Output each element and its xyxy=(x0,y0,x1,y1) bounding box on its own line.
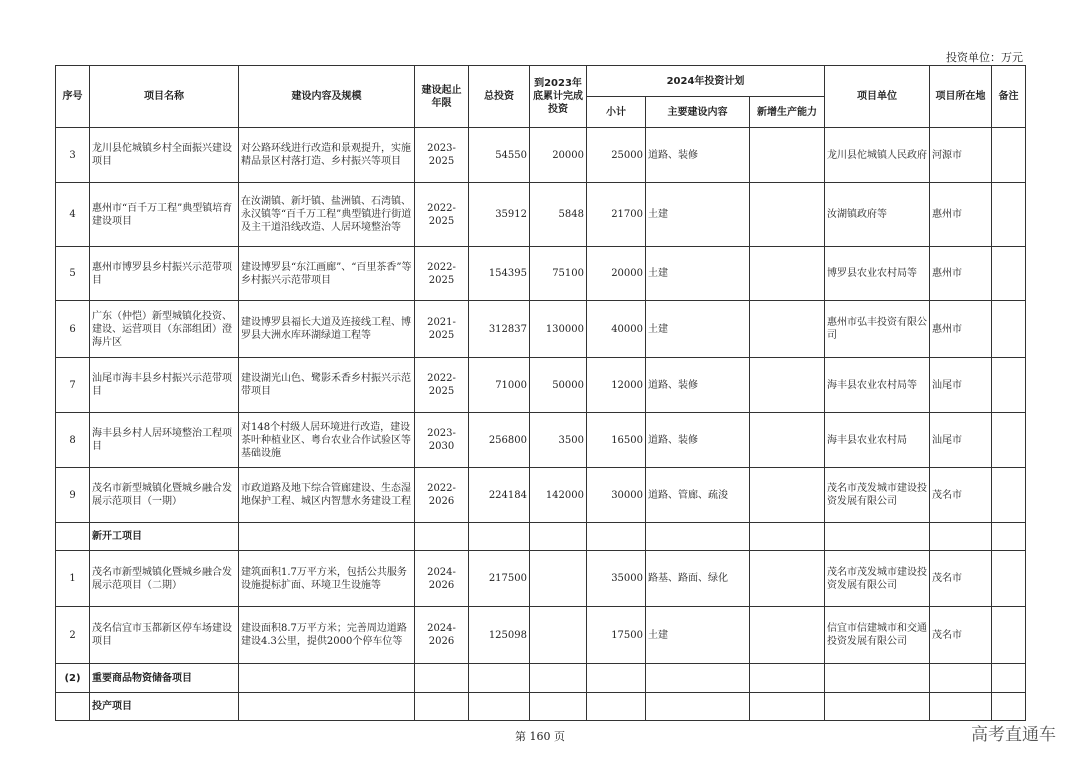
cell-done: 75100 xyxy=(530,247,587,301)
header-subtotal: 小计 xyxy=(587,97,646,128)
watermark: 高考直通车 xyxy=(971,725,1056,745)
cell-remark xyxy=(992,358,1026,413)
cell-main: 土建 xyxy=(646,247,750,301)
cell-period: 2024-2026 xyxy=(415,607,469,664)
cell-main: 土建 xyxy=(646,607,750,664)
section-title-new: 新开工项目 xyxy=(90,523,239,551)
cell-subtotal: 25000 xyxy=(587,128,646,183)
cell-remark xyxy=(992,607,1026,664)
cell-total: 35912 xyxy=(469,183,530,247)
unit-note: 投资单位：万元 xyxy=(946,51,1023,64)
cell-seq: 9 xyxy=(56,468,90,523)
cell-content: 建筑面积1.7万平方米，包括公共服务设施提标扩面、环境卫生设施等 xyxy=(239,551,415,607)
cell-period: 2024-2026 xyxy=(415,551,469,607)
cell-total: 54550 xyxy=(469,128,530,183)
cell-remark xyxy=(992,551,1026,607)
cell-total: 217500 xyxy=(469,551,530,607)
cell-subtotal: 40000 xyxy=(587,301,646,358)
cell-location: 惠州市 xyxy=(930,183,992,247)
cell-content: 建设湖光山色、鹭影禾香乡村振兴示范带项目 xyxy=(239,358,415,413)
cell-done: 20000 xyxy=(530,128,587,183)
cell-period: 2022-2025 xyxy=(415,358,469,413)
header-period: 建设起止年限 xyxy=(415,66,469,128)
cell-capacity xyxy=(750,247,825,301)
cell-capacity xyxy=(750,358,825,413)
cell-unit: 茂名市茂发城市建设投资发展有限公司 xyxy=(825,551,930,607)
header-total: 总投资 xyxy=(469,66,530,128)
cell-location: 惠州市 xyxy=(930,301,992,358)
table-row xyxy=(56,183,1026,247)
cell-main: 道路、装修 xyxy=(646,358,750,413)
cell-seq: 8 xyxy=(56,413,90,468)
cell-seq: 4 xyxy=(56,183,90,247)
cell-done xyxy=(530,607,587,664)
cell-remark xyxy=(992,247,1026,301)
cell-location: 河源市 xyxy=(930,128,992,183)
header-location: 项目所在地 xyxy=(930,66,992,128)
cell-capacity xyxy=(750,551,825,607)
cell-capacity xyxy=(750,301,825,358)
section-row-3 xyxy=(56,693,1026,721)
cell-unit: 汝湖镇政府等 xyxy=(825,183,930,247)
cell-unit: 龙川县佗城镇人民政府 xyxy=(825,128,930,183)
cell-capacity xyxy=(750,468,825,523)
cell-subtotal: 20000 xyxy=(587,247,646,301)
cell-main: 道路、管廊、疏浚 xyxy=(646,468,750,523)
cell-content: 建设博罗县“东江画廊”、“百里茶香”等乡村振兴示范带项目 xyxy=(239,247,415,301)
cell-remark xyxy=(992,301,1026,358)
cell-seq: 2 xyxy=(56,607,90,664)
cell-period: 2023-2030 xyxy=(415,413,469,468)
cell-name: 惠州市“百千万工程”典型镇培育建设项目 xyxy=(90,183,239,247)
cell-unit: 茂名市茂发城市建设投资发展有限公司 xyxy=(825,468,930,523)
cell-done xyxy=(530,551,587,607)
cell-location: 汕尾市 xyxy=(930,358,992,413)
cell-seq: 3 xyxy=(56,128,90,183)
cell-subtotal: 35000 xyxy=(587,551,646,607)
cell-seq: 5 xyxy=(56,247,90,301)
cell-location: 汕尾市 xyxy=(930,413,992,468)
cell-name: 汕尾市海丰县乡村振兴示范带项目 xyxy=(90,358,239,413)
section-seq: (2) xyxy=(56,664,90,693)
table-row xyxy=(56,413,1026,468)
cell-main: 土建 xyxy=(646,183,750,247)
cell-name: 茂名市新型城镇化暨城乡融合发展示范项目（一期） xyxy=(90,468,239,523)
cell-period: 2022-2026 xyxy=(415,468,469,523)
cell-capacity xyxy=(750,128,825,183)
cell-main: 道路、装修 xyxy=(646,128,750,183)
cell-remark xyxy=(992,468,1026,523)
section-row-2 xyxy=(56,664,1026,693)
cell-subtotal: 30000 xyxy=(587,468,646,523)
cell-period: 2022-2025 xyxy=(415,247,469,301)
header-remark: 备注 xyxy=(992,66,1026,128)
cell-total: 256800 xyxy=(469,413,530,468)
cell-name: 龙川县佗城镇乡村全面振兴建设项目 xyxy=(90,128,239,183)
cell-main: 土建 xyxy=(646,301,750,358)
cell-subtotal: 21700 xyxy=(587,183,646,247)
page-number: 第 160 页 xyxy=(515,730,565,743)
table-row xyxy=(56,301,1026,358)
cell-total: 224184 xyxy=(469,468,530,523)
cell-main: 路基、路面、绿化 xyxy=(646,551,750,607)
cell-seq: 1 xyxy=(56,551,90,607)
cell-done: 3500 xyxy=(530,413,587,468)
cell-done: 50000 xyxy=(530,358,587,413)
cell-name: 惠州市博罗县乡村振兴示范带项目 xyxy=(90,247,239,301)
cell-subtotal: 12000 xyxy=(587,358,646,413)
cell-period: 2021-2025 xyxy=(415,301,469,358)
cell-content: 对148个村级人居环境进行改造，建设茶叶种植业区、粤台农业合作试验区等基础设施 xyxy=(239,413,415,468)
cell-location: 惠州市 xyxy=(930,247,992,301)
cell-done: 142000 xyxy=(530,468,587,523)
header-main-content: 主要建设内容 xyxy=(646,97,750,128)
cell-unit: 惠州市弘丰投资有限公司 xyxy=(825,301,930,358)
cell-location: 茂名市 xyxy=(930,468,992,523)
section-title-2: 重要商品物资储备项目 xyxy=(90,664,239,693)
cell-unit: 信宜市信建城市和交通投资发展有限公司 xyxy=(825,607,930,664)
cell-total: 125098 xyxy=(469,607,530,664)
table-row xyxy=(56,607,1026,664)
cell-total: 71000 xyxy=(469,358,530,413)
cell-unit: 海丰县农业农村局等 xyxy=(825,358,930,413)
cell-capacity xyxy=(750,183,825,247)
cell-name: 广东（仲恺）新型城镇化投资、建设、运营项目（东部组团）澄海片区 xyxy=(90,301,239,358)
cell-remark xyxy=(992,413,1026,468)
cell-remark xyxy=(992,128,1026,183)
header-name: 项目名称 xyxy=(90,66,239,128)
header-unit: 项目单位 xyxy=(825,66,930,128)
section-row-new xyxy=(56,523,1026,551)
header-seq: 序号 xyxy=(56,66,90,128)
cell-capacity xyxy=(750,607,825,664)
investment-table xyxy=(55,65,1026,721)
table-row xyxy=(56,468,1026,523)
cell-period: 2023-2025 xyxy=(415,128,469,183)
table-row xyxy=(56,551,1026,607)
cell-subtotal: 17500 xyxy=(587,607,646,664)
cell-period: 2022-2025 xyxy=(415,183,469,247)
cell-seq xyxy=(56,523,90,551)
cell-name: 海丰县乡村人居环境整治工程项目 xyxy=(90,413,239,468)
cell-content: 对公路环线进行改造和景观提升，实施精品景区村落打造、乡村振兴等项目 xyxy=(239,128,415,183)
header-content: 建设内容及规模 xyxy=(239,66,415,128)
cell-remark xyxy=(992,183,1026,247)
cell-capacity xyxy=(750,413,825,468)
table-row xyxy=(56,247,1026,301)
cell-location: 茂名市 xyxy=(930,551,992,607)
header-done: 到2023年底累计完成投资 xyxy=(530,66,587,128)
cell-unit: 海丰县农业农村局 xyxy=(825,413,930,468)
cell-content: 在汝湖镇、新圩镇、盐洲镇、石湾镇、永汉镇等“百千万工程”典型镇进行街道及主干道沿线改造、人居环境整治等 xyxy=(239,183,415,247)
cell-name: 茂名信宜市玉都新区停车场建设项目 xyxy=(90,607,239,664)
cell-main: 道路、装修 xyxy=(646,413,750,468)
cell-subtotal: 16500 xyxy=(587,413,646,468)
cell-done: 5848 xyxy=(530,183,587,247)
cell-content: 建设博罗县福长大道及连接线工程、博罗县大洲水库环湖绿道工程等 xyxy=(239,301,415,358)
cell-total: 154395 xyxy=(469,247,530,301)
table-row xyxy=(56,128,1026,183)
cell-total: 312837 xyxy=(469,301,530,358)
section-title-3: 投产项目 xyxy=(90,693,239,721)
cell-done: 130000 xyxy=(530,301,587,358)
cell-name: 茂名市新型城镇化暨城乡融合发展示范项目（二期） xyxy=(90,551,239,607)
cell-seq: 6 xyxy=(56,301,90,358)
cell-unit: 博罗县农业农村局等 xyxy=(825,247,930,301)
header-plan: 2024年投资计划 xyxy=(587,66,825,97)
cell-seq: 7 xyxy=(56,358,90,413)
header-capacity: 新增生产能力 xyxy=(750,97,825,128)
cell-location: 茂名市 xyxy=(930,607,992,664)
table-row xyxy=(56,358,1026,413)
cell-content: 市政道路及地下综合管廊建设、生态湿地保护工程、城区内智慧水务建设工程 xyxy=(239,468,415,523)
cell-content: 建设面积8.7万平方米；完善周边道路建设4.3公里，提供2000个停车位等 xyxy=(239,607,415,664)
